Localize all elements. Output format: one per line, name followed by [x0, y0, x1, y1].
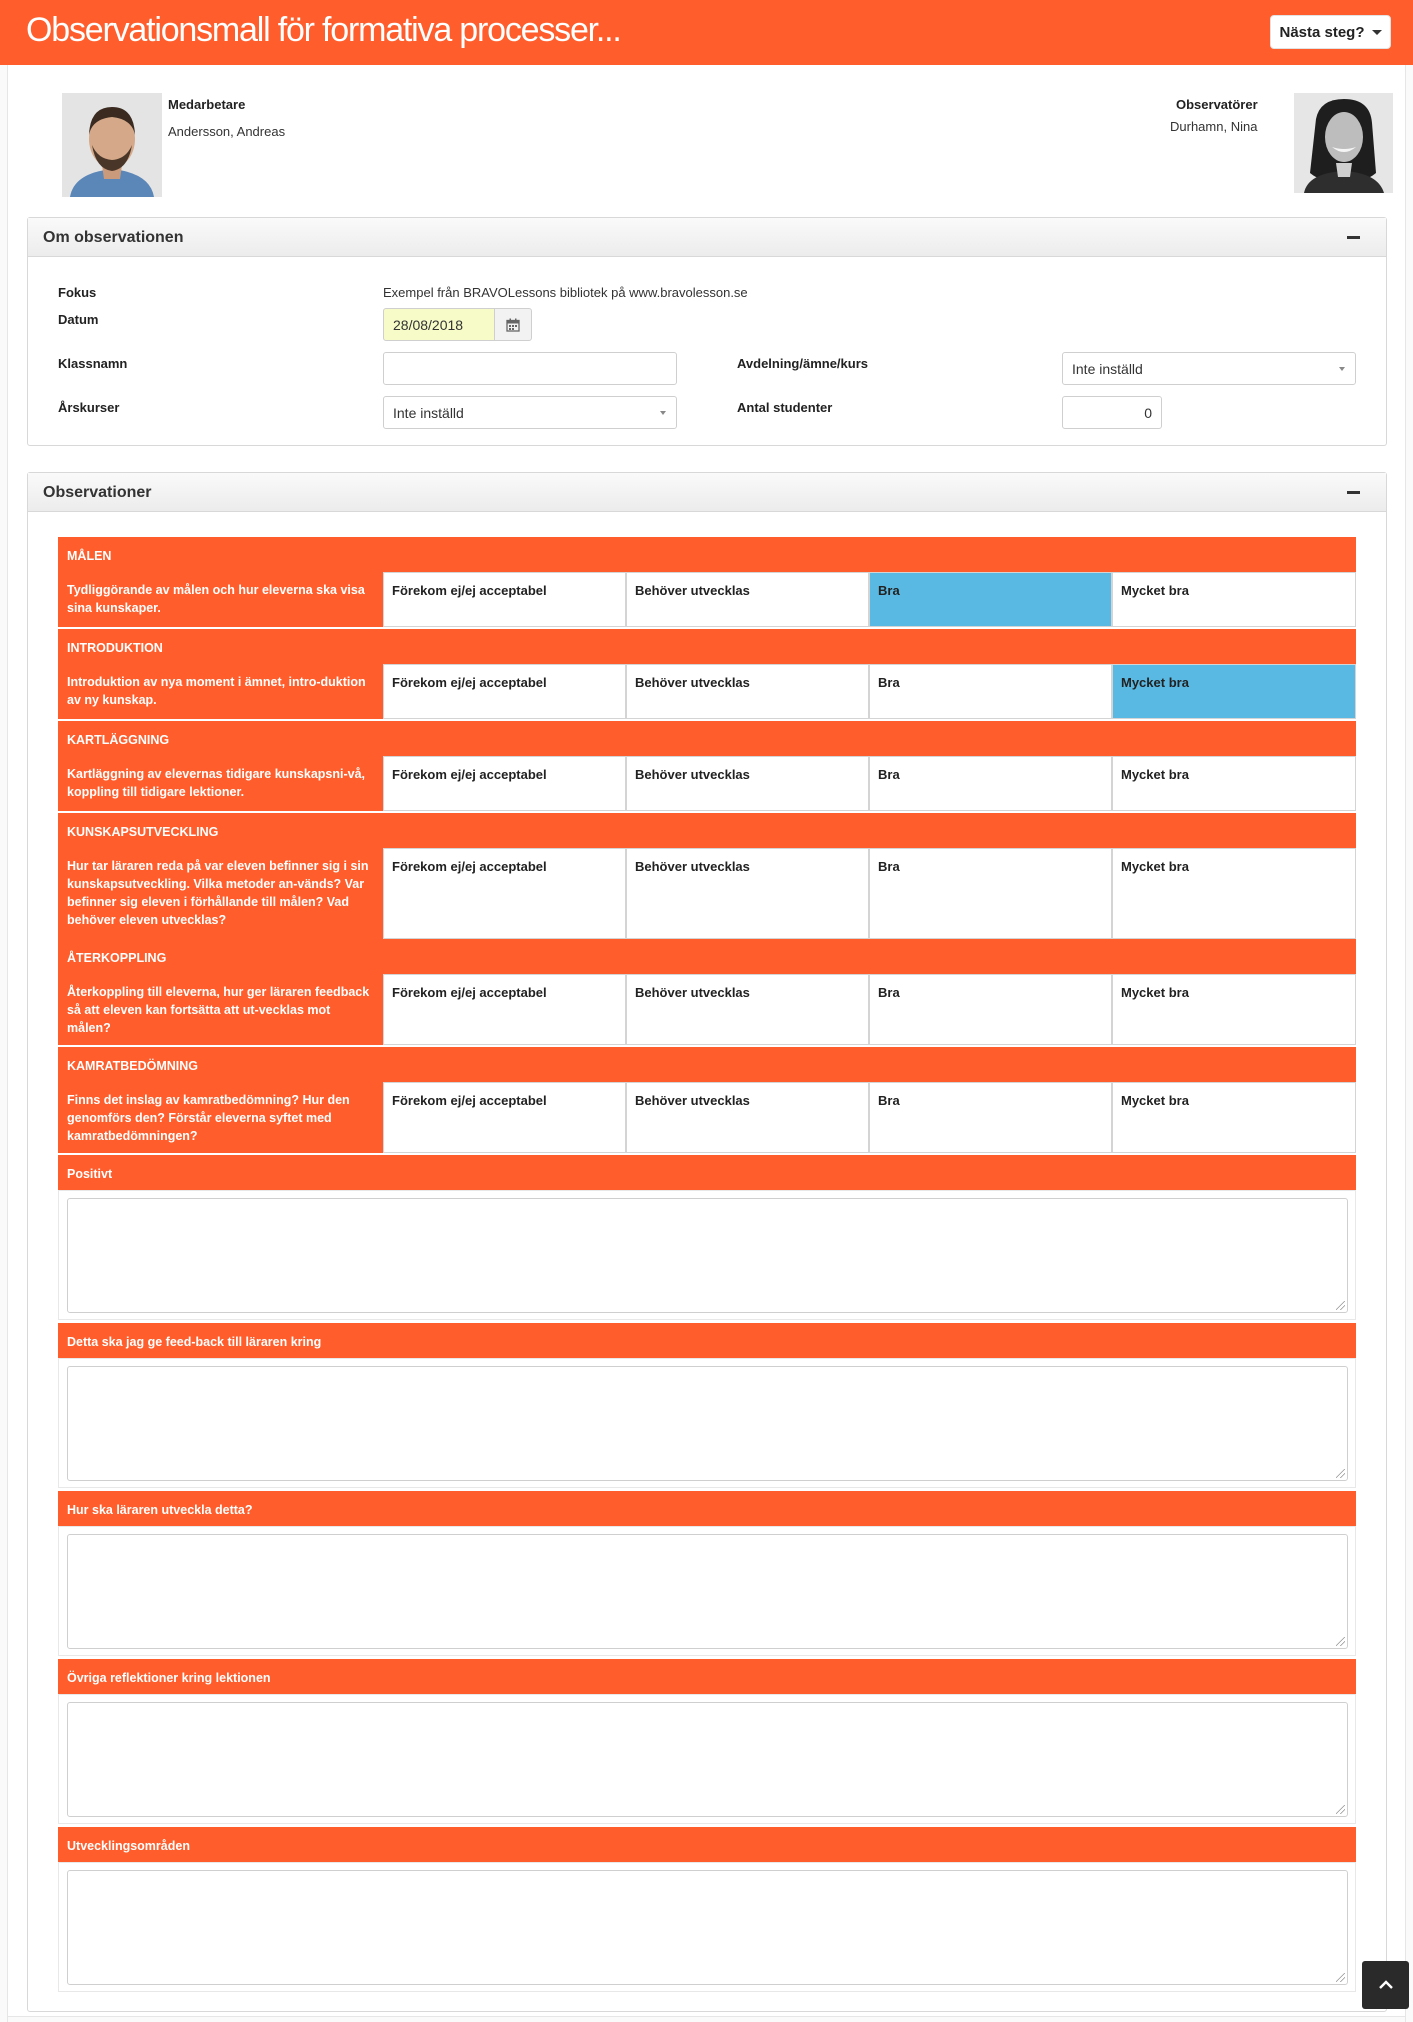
frame-right: [1405, 65, 1413, 2022]
resize-handle-icon[interactable]: [1336, 1301, 1345, 1310]
observer-name: Durhamn, Nina: [1170, 119, 1258, 134]
option-good[interactable]: Bra: [869, 664, 1112, 719]
klassnamn-input[interactable]: [383, 352, 677, 385]
select-caret-icon: [660, 411, 666, 415]
text-field-heading: Utvecklingsområden: [58, 1827, 1356, 1862]
about-panel-header[interactable]: [28, 218, 1386, 257]
text-field-heading: Hur ska läraren utveckla detta?: [58, 1491, 1356, 1526]
klassnamn-label: Klassnamn: [58, 356, 128, 371]
collapse-icon[interactable]: [1347, 491, 1360, 494]
option-very-good[interactable]: Mycket bra: [1112, 664, 1356, 719]
avdelning-select[interactable]: [1062, 352, 1356, 385]
section-question: Tydliggörande av målen och hur eleverna ska visa sina kunskaper.: [58, 572, 383, 627]
observer-avatar: [1294, 93, 1393, 193]
section-heading: ÅTERKOPPLING: [58, 939, 1356, 974]
option-not-acceptable[interactable]: Förekom ej/ej acceptabel: [383, 974, 626, 1045]
avdelning-label: Avdelning/ämne/kurs: [737, 356, 868, 371]
next-step-button[interactable]: [1270, 15, 1391, 49]
fokus-value: Exempel från BRAVOLessons bibliotek på www.bravolesson.se: [383, 285, 748, 300]
employee-name: Andersson, Andreas: [168, 124, 286, 139]
section-heading: KAMRATBEDÖMNING: [58, 1047, 1356, 1082]
option-very-good[interactable]: Mycket bra: [1112, 756, 1356, 811]
option-good[interactable]: Bra: [869, 848, 1112, 939]
option-not-acceptable[interactable]: Förekom ej/ej acceptabel: [383, 572, 626, 627]
frame-bottom: [8, 2016, 1405, 2022]
develop-textarea[interactable]: [67, 1534, 1348, 1649]
observations-panel-header[interactable]: [28, 473, 1386, 512]
employee-label: Medarbetare: [168, 97, 246, 112]
section-question: Introduktion av nya moment i ämnet, intro-duktion av ny kunskap.: [58, 664, 383, 719]
positivt-textarea[interactable]: [67, 1198, 1348, 1313]
section-question: Hur tar läraren reda på var eleven befinner sig i sin kunskapsutveckling. Vilka metoder an-vänds? Var befinner sig eleven i förhållande till målen? Vad behöver eleven utvecklas?: [58, 848, 383, 939]
option-needs-work[interactable]: Behöver utvecklas: [626, 572, 869, 627]
option-good[interactable]: Bra: [869, 1082, 1112, 1153]
arskurser-label: Årskurser: [58, 400, 120, 415]
calendar-icon: [506, 318, 520, 332]
collapse-icon[interactable]: [1347, 236, 1360, 239]
option-needs-work[interactable]: Behöver utvecklas: [626, 1082, 869, 1153]
date-input[interactable]: [383, 308, 495, 341]
about-panel-title: Om observationen: [43, 229, 184, 246]
antal-label: Antal studenter: [737, 400, 833, 415]
arskurser-value: Inte inställd: [393, 404, 464, 421]
about-panel: [27, 217, 1387, 446]
scroll-to-top-button[interactable]: [1362, 1961, 1409, 2009]
option-good[interactable]: Bra: [869, 974, 1112, 1045]
chevron-up-icon: [1378, 1980, 1394, 1990]
option-needs-work[interactable]: Behöver utvecklas: [626, 756, 869, 811]
option-needs-work[interactable]: Behöver utvecklas: [626, 664, 869, 719]
employee-avatar: [62, 93, 162, 197]
date-value: 28/08/2018: [393, 316, 464, 333]
observers-label: Observatörer: [1176, 97, 1258, 112]
select-caret-icon: [1339, 367, 1345, 371]
text-field-heading: Detta ska jag ge feed-back till läraren kring: [58, 1323, 1356, 1358]
frame-left: [0, 65, 8, 2022]
section-heading: INTRODUKTION: [58, 629, 1356, 664]
resize-handle-icon[interactable]: [1336, 1469, 1345, 1478]
resize-handle-icon[interactable]: [1336, 1805, 1345, 1814]
caret-down-icon: [1372, 30, 1382, 35]
option-very-good[interactable]: Mycket bra: [1112, 848, 1356, 939]
option-very-good[interactable]: Mycket bra: [1112, 974, 1356, 1045]
antal-value: 0: [1144, 404, 1152, 421]
resize-handle-icon[interactable]: [1336, 1973, 1345, 1982]
arskurser-select[interactable]: [383, 396, 677, 429]
text-field-heading: Positivt: [58, 1155, 1356, 1190]
next-step-label: Nästa steg?: [1279, 23, 1365, 41]
avdelning-value: Inte inställd: [1072, 360, 1143, 377]
option-needs-work[interactable]: Behöver utvecklas: [626, 974, 869, 1045]
section-question: Återkoppling till eleverna, hur ger läraren feedback så att eleven kan fortsätta att ut-vecklas mot målen?: [58, 974, 383, 1045]
reflections-textarea[interactable]: [67, 1702, 1348, 1817]
development-areas-textarea[interactable]: [67, 1870, 1348, 1985]
section-heading: KUNSKAPSUTVECKLING: [58, 813, 1356, 848]
option-very-good[interactable]: Mycket bra: [1112, 1082, 1356, 1153]
page-title: Observationsmall för formativa processer...: [26, 11, 621, 49]
section-question: Kartläggning av elevernas tidigare kunskapsni-vå, koppling till tidigare lektioner.: [58, 756, 383, 811]
option-not-acceptable[interactable]: Förekom ej/ej acceptabel: [383, 1082, 626, 1153]
option-good[interactable]: Bra: [869, 756, 1112, 811]
datum-label: Datum: [58, 312, 99, 327]
resize-handle-icon[interactable]: [1336, 1637, 1345, 1646]
feedback-textarea[interactable]: [67, 1366, 1348, 1481]
option-good[interactable]: Bra: [869, 572, 1112, 627]
calendar-button[interactable]: [494, 308, 532, 341]
option-not-acceptable[interactable]: Förekom ej/ej acceptabel: [383, 664, 626, 719]
option-not-acceptable[interactable]: Förekom ej/ej acceptabel: [383, 756, 626, 811]
antal-input[interactable]: [1062, 396, 1162, 429]
top-bar: [0, 0, 1413, 65]
observations-panel-title: Observationer: [43, 484, 152, 501]
option-very-good[interactable]: Mycket bra: [1112, 572, 1356, 627]
section-heading: MÅLEN: [58, 537, 1356, 572]
section-heading: KARTLÄGGNING: [58, 721, 1356, 756]
fokus-label: Fokus: [58, 285, 97, 300]
section-question: Finns det inslag av kamratbedömning? Hur den genomförs den? Förstår eleverna syftet med kamratbedömningen?: [58, 1082, 383, 1153]
text-field-heading: Övriga reflektioner kring lektionen: [58, 1659, 1356, 1694]
option-needs-work[interactable]: Behöver utvecklas: [626, 848, 869, 939]
option-not-acceptable[interactable]: Förekom ej/ej acceptabel: [383, 848, 626, 939]
